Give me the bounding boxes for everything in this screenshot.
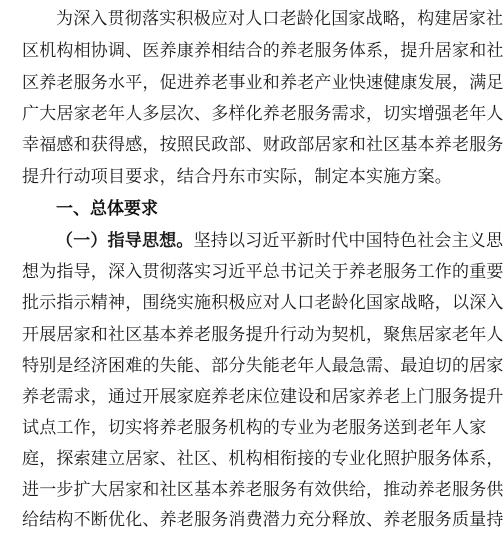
intro-line-5: 幸福感和获得感，按照民政部、财政部居家和社区基本养老服务 [22, 135, 504, 155]
intro-line-6: 提升行动项目要求，结合丹东市实际，制定本实施方案。 [22, 167, 452, 187]
subsection-line-4: 特别是经济困难的失能、部分失能老年人最急需、最迫切的居家 [22, 356, 504, 376]
subsection-line-3: 开展居家和社区基本养老服务提升行动为契机，聚焦居家老年人 [22, 325, 504, 345]
intro-line-2: 区机构相协调、医养康养相结合的养老服务体系，提升居家和社 [22, 41, 504, 61]
subsection-line-1: 想为指导，深入贯彻落实习近平总书记关于养老服务工作的重要 [22, 262, 504, 282]
subsection-first-line-text: 坚持以习近平新时代中国特色社会主义思 [193, 231, 504, 251]
subsection-first-line [56, 226, 504, 256]
subsection-line-5: 养老需求，通过开展家庭养老床位建设和居家养老上门服务提升 [22, 387, 504, 407]
subsection-line-8: 进一步扩大居家和社区基本养老服务有效供给，推动养老服务供 [22, 480, 504, 500]
intro-line-3: 区养老服务水平，促进养老事业和养老产业快速健康发展，满足 [22, 73, 504, 93]
subsection-line-6: 试点工作，切实将养老服务机构的专业为老服务送到老年人家 [22, 418, 487, 438]
section-heading: 一、总体要求 [56, 199, 158, 219]
subsection-line-9: 给结构不断优化、养老服务消费潜力充分释放、养老服务质量持 [22, 510, 504, 530]
subsection-label: （一）指导思想。 [56, 231, 194, 251]
subsection-line-7: 庭，探索建立居家、社区、机构相衔接的专业化照护服务体系， [22, 449, 504, 469]
intro-line-4: 广大居家老年人多层次、多样化养老服务需求，切实增强老年人 [22, 104, 504, 124]
intro-line-1: 为深入贯彻落实积极应对人口老龄化国家战略，构建居家社 [56, 9, 504, 29]
subsection-line-2: 批示指示精神，围绕实施积极应对人口老龄化国家战略，以深入 [22, 293, 504, 313]
